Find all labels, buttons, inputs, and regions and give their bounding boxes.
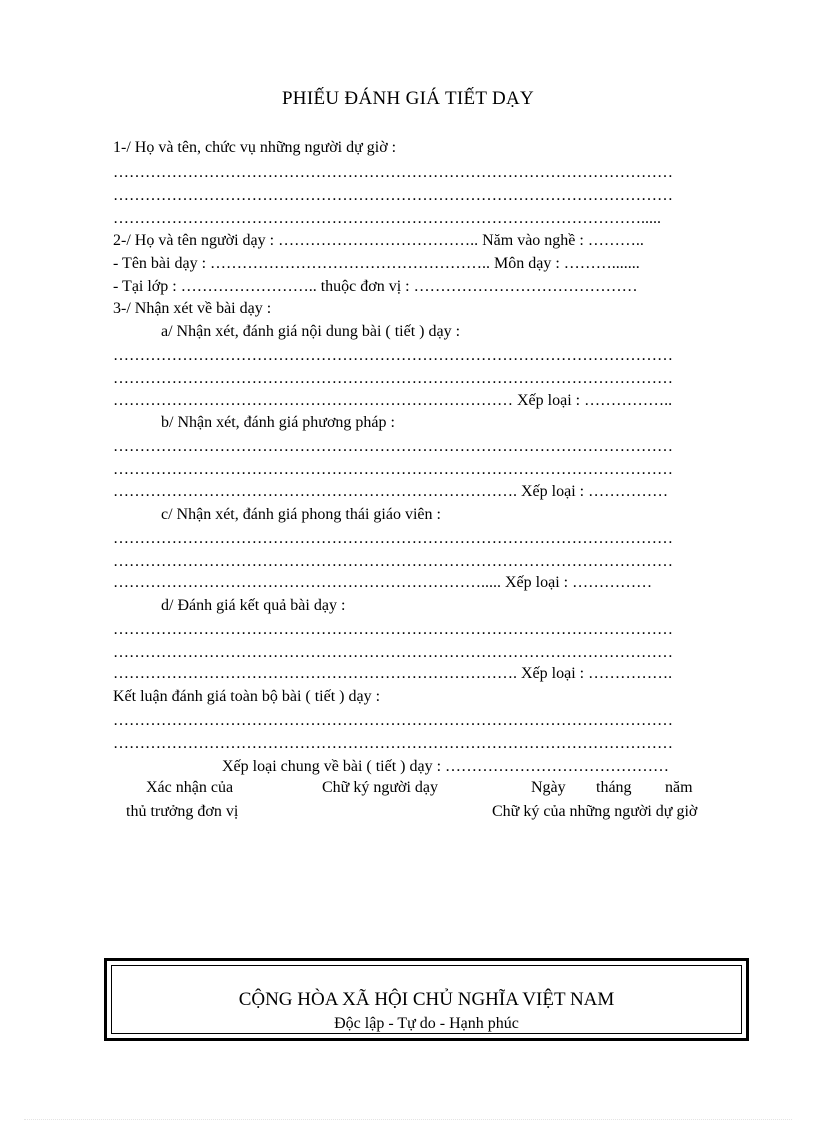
- subsection-c-label: c/ Nhận xét, đánh giá phong thái giáo viên :: [161, 506, 441, 523]
- dotted-line[interactable]: ……………………………………………………………………………………………: [113, 461, 673, 478]
- dotted-line[interactable]: ……………………………………………………………………………………………: [113, 621, 673, 638]
- section-3-label: 3-/ Nhận xét về bài dạy :: [113, 300, 272, 317]
- dotted-line[interactable]: ……………………………………………………………………………………………: [113, 370, 673, 387]
- observers-signature-label: Chữ ký của những người dự giờ: [492, 803, 698, 820]
- dotted-line[interactable]: ……………………………………………………………………………………….....: [113, 210, 661, 227]
- national-header-box: [104, 958, 749, 1041]
- unit-head-label: thủ trưởng đơn vị: [126, 803, 239, 820]
- teacher-signature-label: Chữ ký người dạy: [322, 779, 439, 796]
- date-month-label: tháng: [596, 779, 632, 796]
- page-footer-rule: [24, 1119, 792, 1120]
- subsection-c-rating[interactable]: ……………………………………………………………..... Xếp loại : ……………: [113, 574, 653, 591]
- confirm-label: Xác nhận của: [146, 779, 234, 796]
- dotted-line[interactable]: ……………………………………………………………………………………………: [113, 530, 673, 547]
- teacher-name-line[interactable]: 2-/ Họ và tên người dạy : ……………………………….. Năm vào nghề : ………..: [113, 232, 644, 249]
- conclusion-label: Kết luận đánh giá toàn bộ bài ( tiết ) dạy :: [113, 688, 381, 705]
- overall-rating-line[interactable]: Xếp loại chung về bài ( tiết ) dạy : ……………………………………: [222, 758, 670, 775]
- subsection-a-label: a/ Nhận xét, đánh giá nội dung bài ( tiết ) dạy :: [161, 323, 461, 340]
- form-title: PHIẾU ĐÁNH GIÁ TIẾT DẠY: [281, 88, 535, 109]
- national-motto: Độc lập - Tự do - Hạnh phúc: [334, 1015, 519, 1032]
- subsection-d-rating[interactable]: …………………………………………………………………. Xếp loại : …………….: [113, 665, 673, 682]
- dotted-line[interactable]: ……………………………………………………………………………………………: [113, 347, 673, 364]
- dotted-line[interactable]: ……………………………………………………………………………………………: [113, 164, 673, 181]
- dotted-line[interactable]: ……………………………………………………………………………………………: [113, 438, 673, 455]
- lesson-name-line[interactable]: - Tên bài dạy : …………………………………………….. Môn dạy : ……….......: [113, 255, 640, 272]
- subsection-d-label: d/ Đánh giá kết quả bài dạy :: [161, 597, 346, 614]
- class-unit-line[interactable]: - Tại lớp : …………………….. thuộc đơn vị : ……………………………………: [113, 278, 638, 295]
- subsection-b-rating[interactable]: …………………………………………………………………. Xếp loại : ……………: [113, 483, 669, 500]
- date-year-label: năm: [665, 779, 693, 796]
- dotted-line[interactable]: ……………………………………………………………………………………………: [113, 712, 673, 729]
- dotted-line[interactable]: ……………………………………………………………………………………………: [113, 735, 673, 752]
- dotted-line[interactable]: ……………………………………………………………………………………………: [113, 553, 673, 570]
- date-day-label: Ngày: [531, 779, 566, 796]
- dotted-line[interactable]: ……………………………………………………………………………………………: [113, 644, 673, 661]
- subsection-b-label: b/ Nhận xét, đánh giá phương pháp :: [161, 414, 395, 431]
- subsection-a-rating[interactable]: ………………………………………………………………… Xếp loại : ……………..: [113, 392, 673, 409]
- country-name: CỘNG HÒA XÃ HỘI CHỦ NGHĨA VIỆT NAM: [238, 989, 615, 1010]
- section-1-label: 1-/ Họ và tên, chức vụ những người dự giờ :: [113, 139, 397, 156]
- dotted-line[interactable]: ……………………………………………………………………………………………: [113, 187, 673, 204]
